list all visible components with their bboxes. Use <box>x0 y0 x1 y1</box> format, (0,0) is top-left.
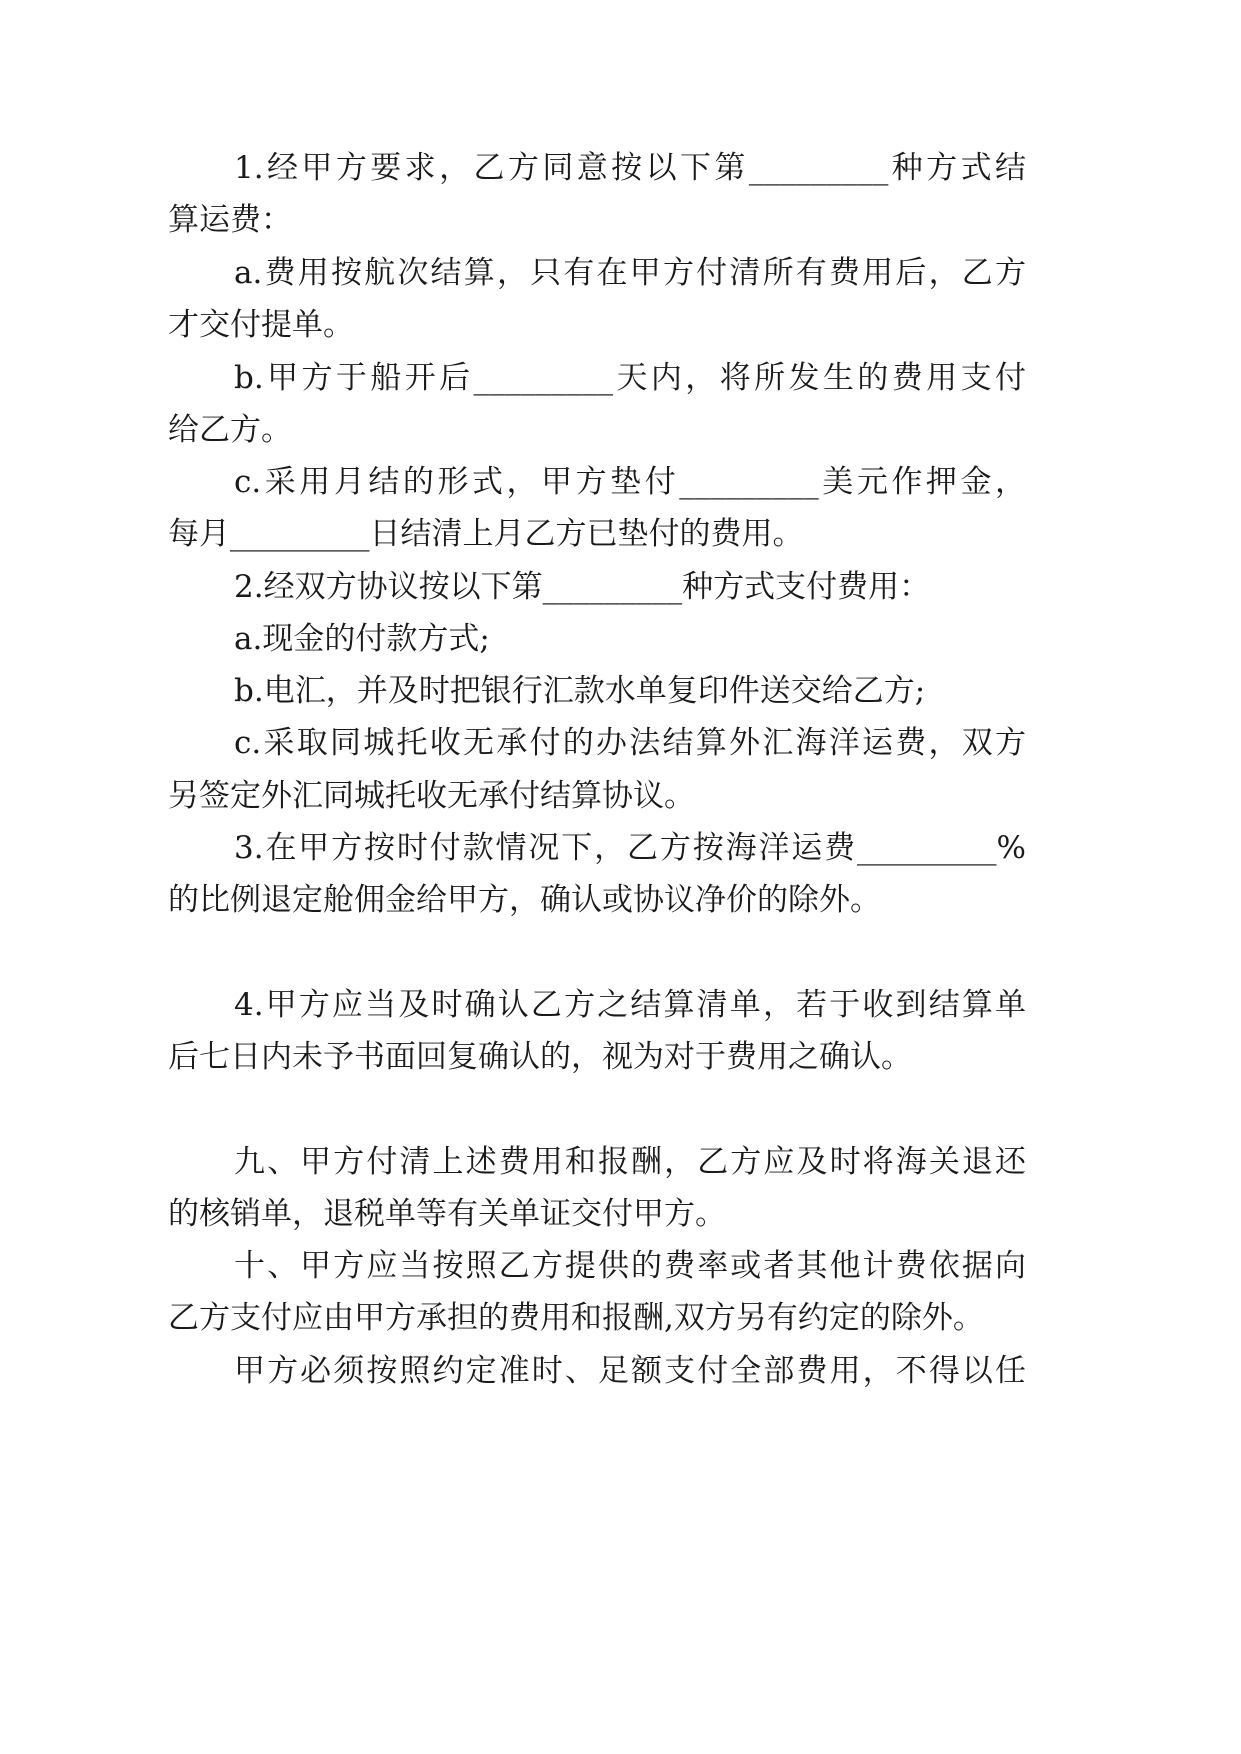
paragraph-1-line-2: 算运费： <box>168 202 292 238</box>
article-10-line-2: 乙方支付应由甲方承担的费用和报酬,双方另有约定的除外。 <box>168 1300 984 1336</box>
paragraph-1-line-1: 1.经甲方要求，乙方同意按以下第_________种方式结 <box>234 150 1026 186</box>
option-c-line-1: c.采用月结的形式，甲方垫付_________美元作押金， <box>234 464 1026 500</box>
article-9-line-2: 的核销单，退税单等有关单证交付甲方。 <box>168 1196 726 1232</box>
paragraph-2: 2.经双方协议按以下第_________种方式支付费用： <box>234 569 931 605</box>
option-b-line-2: 给乙方。 <box>168 412 292 448</box>
paragraph-3-line-2: 的比例退定舱佣金给甲方，确认或协议净价的除外。 <box>168 882 881 918</box>
option-c-line-2: 每月_________日结清上月乙方已垫付的费用。 <box>168 516 804 552</box>
option-a-line-2: 才交付提单。 <box>168 307 354 343</box>
payment-option-c-line-1: c.采取同城托收无承付的办法结算外汇海洋运费，双方 <box>234 725 1026 761</box>
article-10-line-1: 十、甲方应当按照乙方提供的费率或者其他计费依据向 <box>234 1248 1026 1284</box>
payment-option-a: a.现金的付款方式; <box>234 621 490 657</box>
paragraph-4-line-2: 后七日内未予书面回复确认的，视为对于费用之确认。 <box>168 1039 912 1075</box>
payment-option-c-line-2: 另签定外汇同城托收无承付结算协议。 <box>168 778 695 814</box>
payment-obligation-line: 甲方必须按照约定准时、足额支付全部费用，不得以任 <box>234 1353 1026 1389</box>
payment-option-b: b.电汇，并及时把银行汇款水单复印件送交给乙方; <box>234 673 926 709</box>
option-a-line-1: a.费用按航次结算，只有在甲方付清所有费用后，乙方 <box>234 255 1026 291</box>
option-b-line-1: b.甲方于船开后_________天内，将所发生的费用支付 <box>234 360 1026 396</box>
paragraph-4-line-1: 4.甲方应当及时确认乙方之结算清单，若于收到结算单 <box>234 987 1026 1023</box>
paragraph-3-line-1: 3.在甲方按时付款情况下，乙方按海洋运费_________% <box>234 830 1026 866</box>
article-9-line-1: 九、甲方付清上述费用和报酬，乙方应及时将海关退还 <box>234 1144 1026 1180</box>
